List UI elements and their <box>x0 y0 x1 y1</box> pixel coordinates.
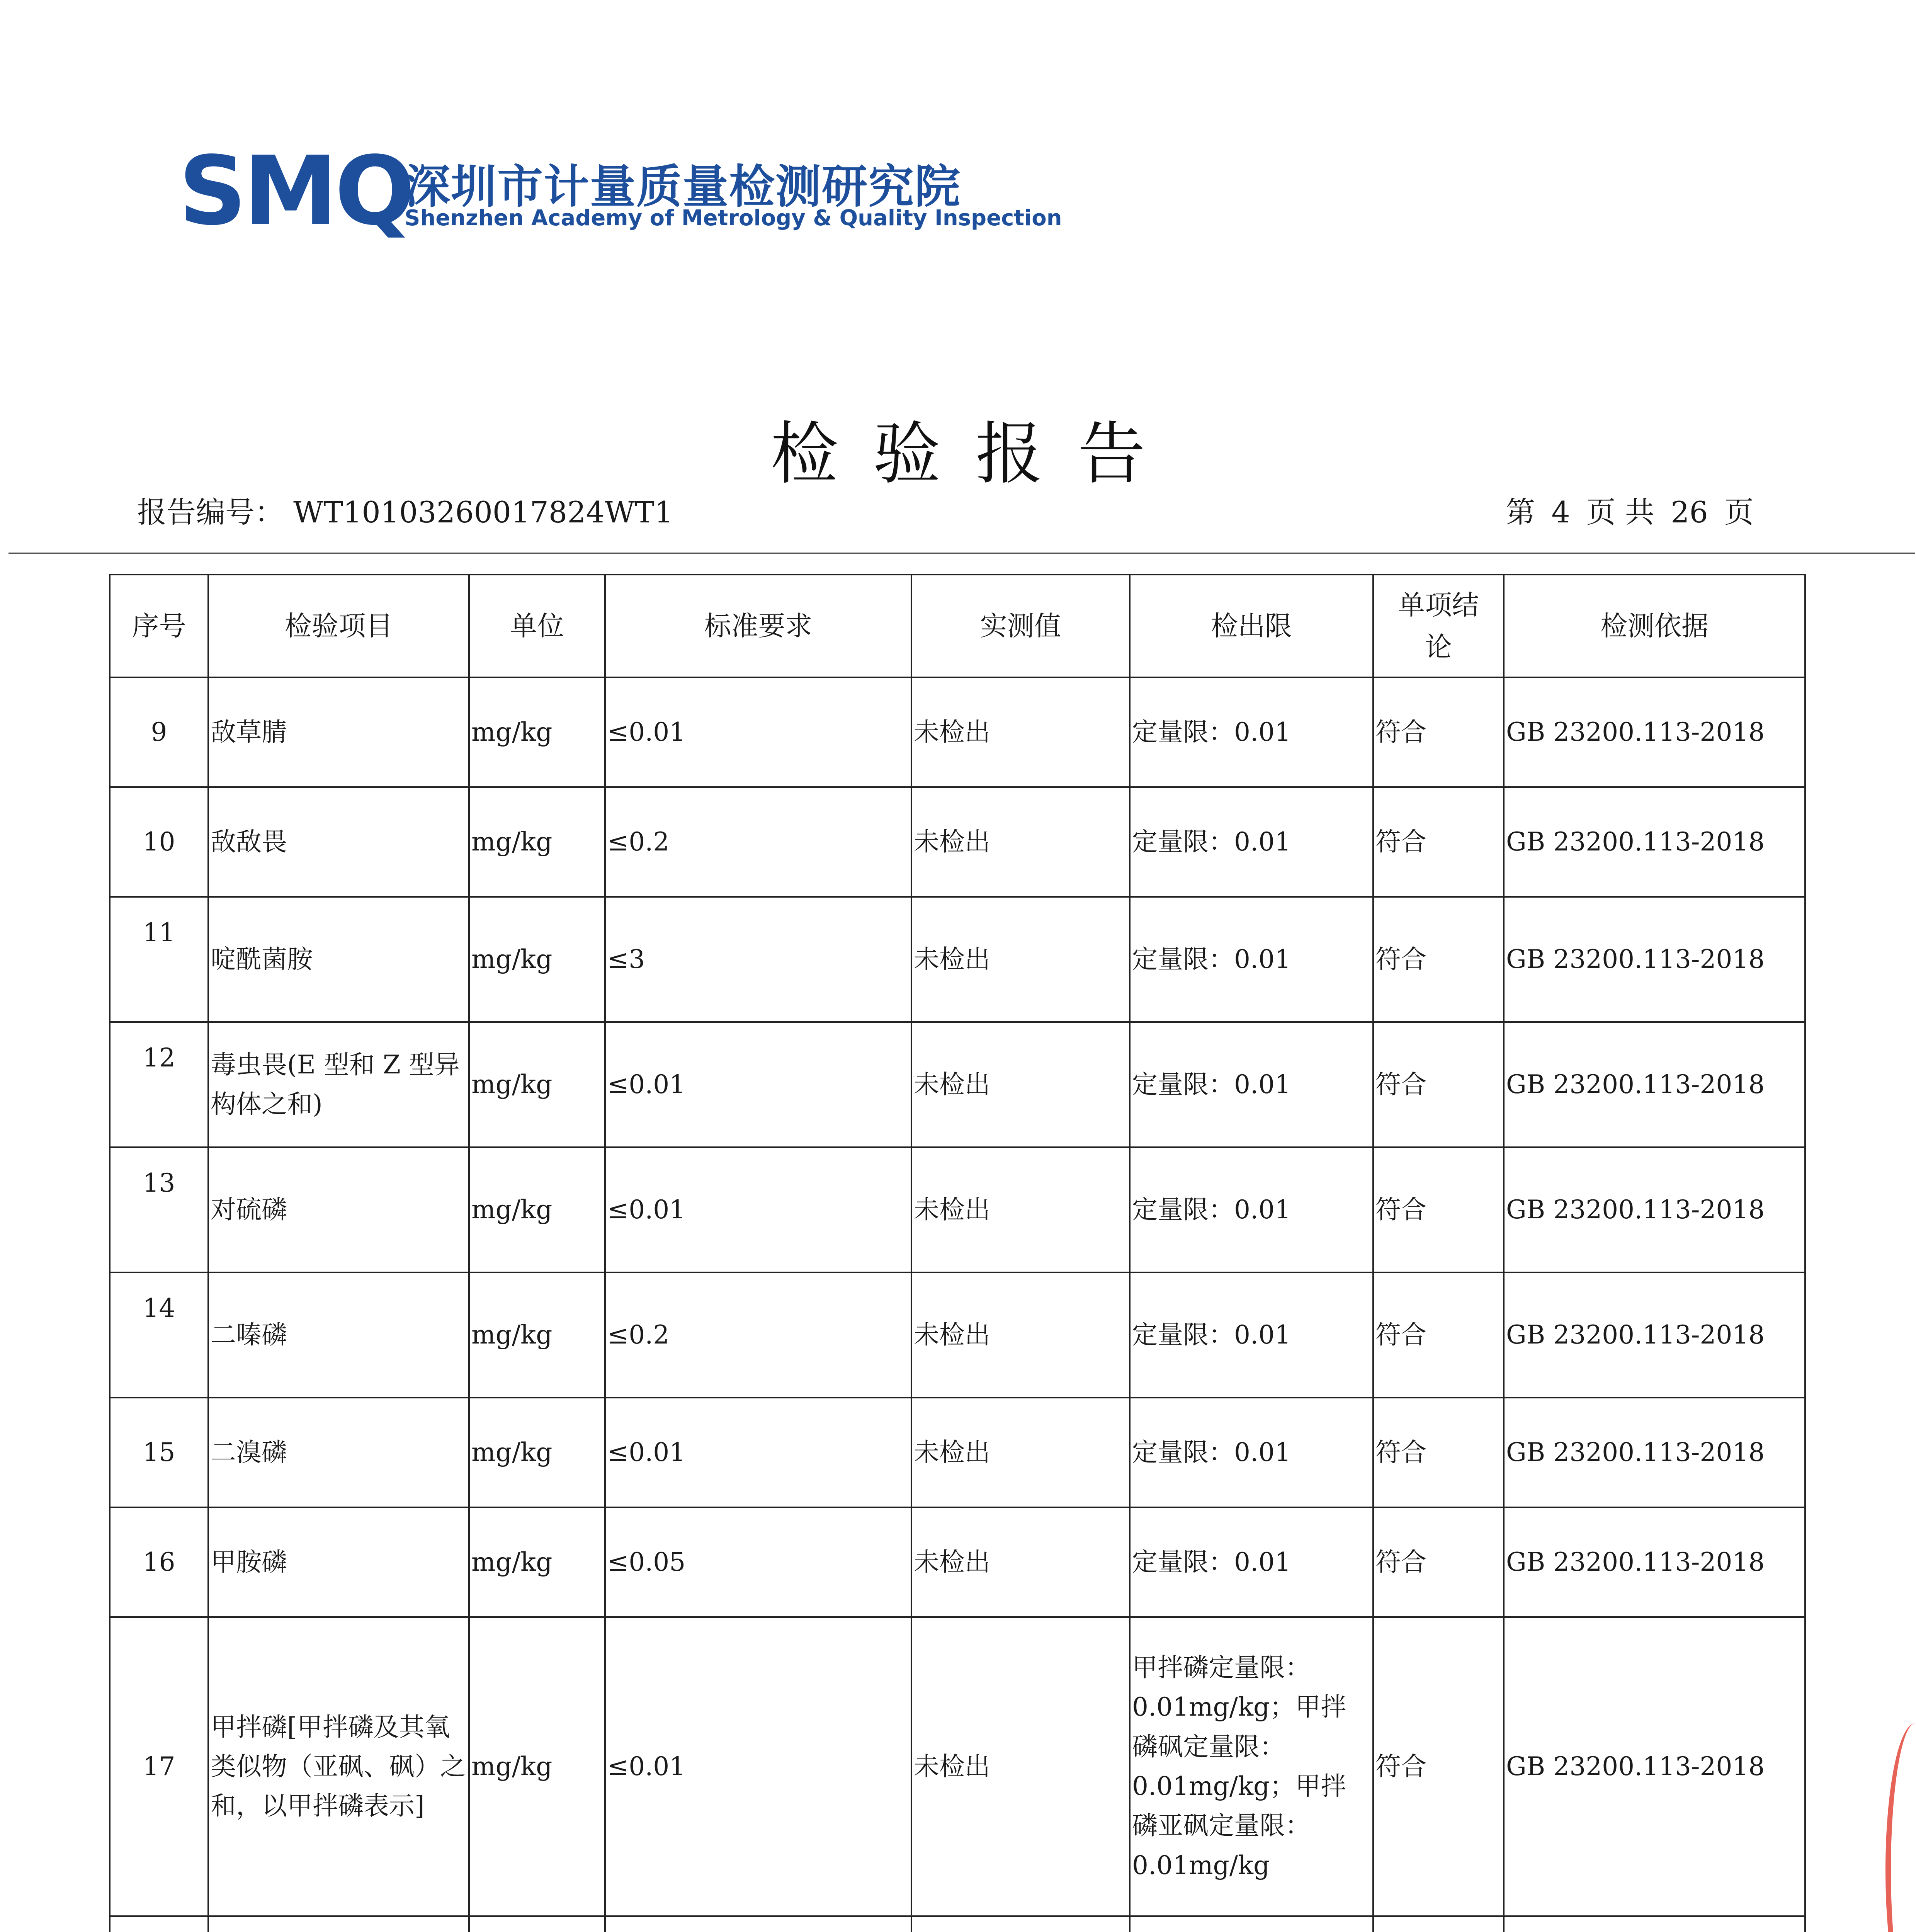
row-unit: mg/kg <box>469 1398 605 1507</box>
row-measured: 未检出 <box>911 897 1130 1022</box>
row-limit: 定量限：0.01 <box>1130 1507 1373 1617</box>
row-requirement: ≤0.2 <box>605 1272 911 1398</box>
row-item: 二嗪磷 <box>208 1272 469 1398</box>
page-mid: 页 共 <box>1586 495 1654 529</box>
row-unit: mg/kg <box>469 787 605 897</box>
row-item: 敌草腈 <box>208 677 469 787</box>
page-suffix: 页 <box>1724 495 1754 529</box>
org-name-en: Shenzhen Academy of Metrology & Quality Inspection <box>405 206 1062 231</box>
row-basis: GB 23200.113-2018 <box>1504 1617 1805 1916</box>
row-conclusion <box>1373 1916 1504 1932</box>
row-item: 毒虫畏(E 型和 Z 型异构体之和) <box>208 1022 469 1147</box>
row-item: 啶酰菌胺 <box>208 897 469 1022</box>
row-item: 甲胺磷 <box>208 1507 469 1617</box>
row-conclusion: 符合 <box>1373 1507 1504 1617</box>
table-header-row <box>110 575 1805 677</box>
row-item: 二溴磷 <box>208 1398 469 1507</box>
row-requirement: ≤3 <box>605 897 911 1022</box>
row-unit: mg/kg <box>469 1022 605 1147</box>
row-requirement <box>605 1916 911 1932</box>
row-no: 9 <box>110 677 208 787</box>
col-header-limit: 检出限 <box>1130 575 1373 677</box>
row-item: 敌敌畏 <box>208 787 469 897</box>
page-prefix: 第 <box>1506 495 1535 529</box>
row-measured: 未检出 <box>911 677 1130 787</box>
row-measured: 未检出 <box>911 1507 1130 1617</box>
row-requirement: ≤0.01 <box>605 1617 911 1916</box>
header-divider <box>9 553 1915 554</box>
row-no: 15 <box>110 1398 208 1507</box>
row-measured: 未检出 <box>911 787 1130 897</box>
row-unit: mg/kg <box>469 677 605 787</box>
row-conclusion: 符合 <box>1373 677 1504 787</box>
row-measured: 未检出 <box>911 1617 1130 1916</box>
row-requirement: ≤0.01 <box>605 1398 911 1507</box>
table-row <box>110 677 1805 787</box>
row-unit: mg/kg <box>469 1147 605 1272</box>
row-no: 11 <box>110 897 208 1022</box>
logo-mark: SMQ <box>179 136 412 246</box>
row-conclusion: 符合 <box>1373 787 1504 897</box>
col-header-requirement: 标准要求 <box>605 575 911 677</box>
row-no: 12 <box>110 1022 208 1147</box>
row-basis: GB 23200.113-2018 <box>1504 1398 1805 1507</box>
page-total: 26 <box>1671 495 1708 529</box>
row-conclusion: 符合 <box>1373 897 1504 1022</box>
col-header-conclusion: 单项结论 <box>1373 575 1504 677</box>
org-name-cn: 深圳市计量质量检测研究院 <box>405 160 961 213</box>
col-header-measured: 实测值 <box>911 575 1130 677</box>
report-number-value: WT10103260017824WT1 <box>293 495 673 529</box>
row-measured: 未检出 <box>911 1147 1130 1272</box>
row-limit: 定量限：0.01 <box>1130 1398 1373 1507</box>
row-unit: mg/kg <box>469 1617 605 1916</box>
row-conclusion: 符合 <box>1373 1147 1504 1272</box>
table-row <box>110 1272 1805 1398</box>
row-basis: GB 23200.113-2018 <box>1504 1022 1805 1147</box>
row-requirement: ≤0.05 <box>605 1507 911 1617</box>
row-no: 14 <box>110 1272 208 1398</box>
row-conclusion: 符合 <box>1373 1272 1504 1398</box>
row-basis: GB 23200.113-2018 <box>1504 897 1805 1022</box>
row-no: 13 <box>110 1147 208 1272</box>
official-seal-icon <box>1885 1723 1916 1932</box>
row-limit: 定量限：0.01 <box>1130 1147 1373 1272</box>
report-title: 检验报告 <box>770 415 1180 493</box>
row-no <box>110 1916 208 1932</box>
row-item: 对硫磷 <box>208 1147 469 1272</box>
report-number <box>137 489 673 531</box>
row-basis: GB 23200.113-2018 <box>1504 1147 1805 1272</box>
row-requirement: ≤0.01 <box>605 677 911 787</box>
table-row <box>110 1022 1805 1147</box>
page-info <box>1499 489 1754 531</box>
row-limit: 定量限：0.01 <box>1130 897 1373 1022</box>
row-limit: 定量限：0.01 <box>1130 1272 1373 1398</box>
row-limit: 定量限：0.01 <box>1130 1022 1373 1147</box>
row-limit: 定量限：0.01 <box>1130 787 1373 897</box>
table-row <box>110 1507 1805 1617</box>
col-header-no: 序号 <box>110 575 208 677</box>
row-basis <box>1504 1916 1805 1932</box>
table-row <box>110 787 1805 897</box>
table-row <box>110 1147 1805 1272</box>
row-basis: GB 23200.113-2018 <box>1504 787 1805 897</box>
row-measured: 未检出 <box>911 1022 1130 1147</box>
row-basis: GB 23200.113-2018 <box>1504 1272 1805 1398</box>
table-row <box>110 1617 1805 1916</box>
row-no: 16 <box>110 1507 208 1617</box>
row-limit: 定量限：0.01 <box>1130 677 1373 787</box>
row-no: 10 <box>110 787 208 897</box>
row-basis: GB 23200.113-2018 <box>1504 1507 1805 1617</box>
col-header-item: 检验项目 <box>208 575 469 677</box>
row-item <box>208 1916 469 1932</box>
row-measured: 未检出 <box>911 1398 1130 1507</box>
row-conclusion: 符合 <box>1373 1617 1504 1916</box>
row-limit: 甲拌磷定量限：0.01mg/kg；甲拌磷砜定量限：0.01mg/kg；甲拌磷亚砜定量限：0.01mg/kg <box>1130 1617 1373 1916</box>
report-number-label: 报告编号： <box>137 495 284 529</box>
row-requirement: ≤0.2 <box>605 787 911 897</box>
row-limit <box>1130 1916 1373 1932</box>
row-unit: mg/kg <box>469 1272 605 1398</box>
row-requirement: ≤0.01 <box>605 1147 911 1272</box>
table-row <box>110 897 1805 1022</box>
col-header-unit: 单位 <box>469 575 605 677</box>
page-current: 4 <box>1551 495 1570 529</box>
row-requirement: ≤0.01 <box>605 1022 911 1147</box>
table-row <box>110 1916 1805 1932</box>
row-unit: mg/kg <box>469 1507 605 1617</box>
row-unit: mg/kg <box>469 897 605 1022</box>
row-conclusion: 符合 <box>1373 1398 1504 1507</box>
row-no: 17 <box>110 1617 208 1916</box>
row-conclusion: 符合 <box>1373 1022 1504 1147</box>
row-basis: GB 23200.113-2018 <box>1504 677 1805 787</box>
col-header-basis: 检测依据 <box>1504 575 1805 677</box>
row-item: 甲拌磷[甲拌磷及其氧类似物（亚砜、砜）之和，以甲拌磷表示] <box>208 1617 469 1916</box>
row-measured <box>911 1916 1130 1932</box>
table-row <box>110 1398 1805 1507</box>
row-unit <box>469 1916 605 1932</box>
row-measured: 未检出 <box>911 1272 1130 1398</box>
results-table <box>109 574 1806 1932</box>
